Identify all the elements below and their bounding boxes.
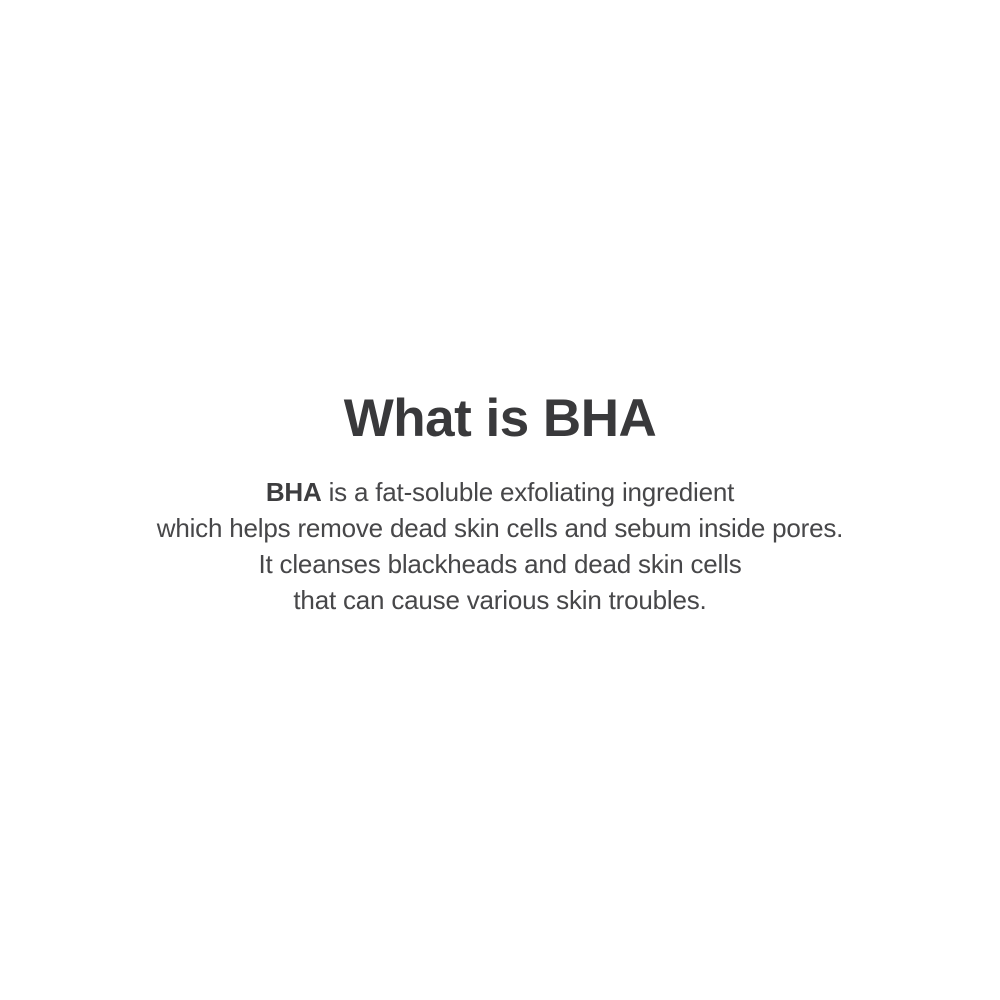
description-line-3: It cleanses blackheads and dead skin cells <box>258 549 742 579</box>
description-line-1 <box>0 474 1000 510</box>
description-line-4: that can cause various skin troubles. <box>293 585 707 615</box>
page-title: What is BHA <box>343 389 657 448</box>
description-line-1-rest: is a fat-soluble exfoliating ingredient <box>321 477 735 507</box>
bha-highlight: BHA <box>265 477 322 507</box>
description-paragraph <box>0 474 1000 618</box>
description-line-2: which helps remove dead skin cells and sebum inside pores. <box>156 513 844 543</box>
